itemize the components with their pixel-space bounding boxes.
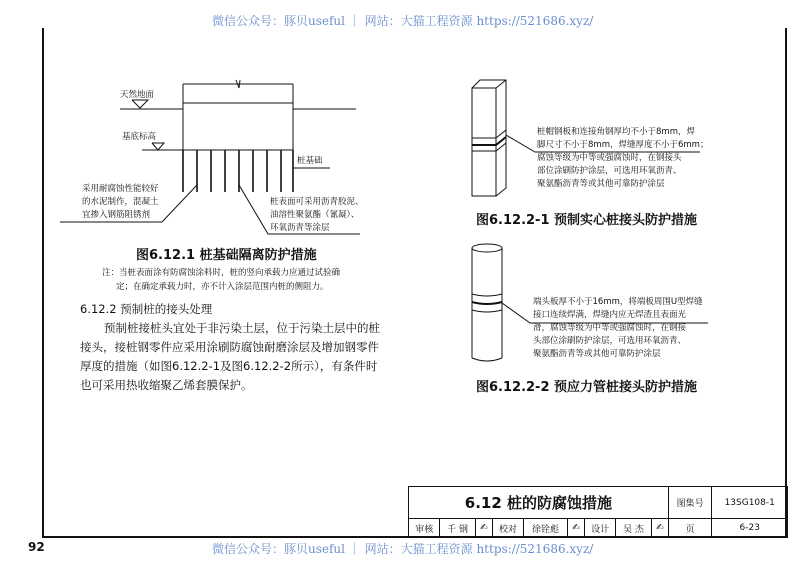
pile-foundation-label: 桩基础 [297, 156, 323, 166]
base-elevation-label: 基底标高 [122, 132, 157, 142]
note-line: 部位涂刷防护涂层，可选用环氧沥青、 [537, 166, 682, 176]
watermark-bottom: 微信公众号：豚贝useful ｜ 网站：大猫工程资源 https://521686.xyz/ [212, 542, 594, 556]
note-line: 的水泥制作，混凝土 [82, 197, 159, 207]
paragraph-line: 也可采用热收缩聚乙烯套膜保护。 [80, 378, 253, 392]
atlas-label: 图集号 [668, 487, 712, 519]
figure-note [102, 266, 340, 294]
note-line: 宜掺入钢筋阻锈剂 [82, 210, 151, 220]
design-label: 设计 [584, 519, 615, 538]
review-label: 审核 [409, 519, 440, 538]
note-line: 桩表面可采用沥青胶泥、 [270, 197, 364, 207]
note-line: 端头板厚不小于16mm，将端板周围U型焊缝 [533, 297, 703, 307]
paragraph-line: 接头，接桩钢零件应采用涂刷防腐蚀耐磨涂层及增加钢零件 [80, 340, 379, 354]
note-line: 定；在确定承载力时，亦不计入涂层范围内桩的侧阻力。 [116, 282, 329, 292]
watermark-top: 微信公众号：豚贝useful ｜ 网站：大猫工程资源 https://521686.xyz/ [212, 14, 594, 28]
page-number: 92 [28, 540, 45, 554]
note-line: 接口连续焊满，焊缝内应无焊渣且表面光 [533, 310, 687, 320]
reviewer: 千 钢 [440, 519, 475, 538]
page-code: 6-23 [712, 519, 788, 538]
note-line: 聚氨酯沥青等或其他可靠防护涂层 [537, 179, 665, 189]
drawing-title: 6.12 桩的防腐蚀措施 [409, 487, 669, 519]
atlas-number: 13SG108-1 [712, 487, 788, 519]
figure-caption: 图6.12.2-2 预应力管桩接头防护措施 [476, 380, 698, 395]
tube-pile-note [533, 296, 703, 361]
note-line: 桩帽钢板和连接角钢厚均不小于8mm，焊 [537, 127, 695, 137]
note-line: 脚尺寸不小于8mm，焊缝厚度不小于6mm； [537, 140, 709, 150]
note-line: 滑，腐蚀等级为中等或强腐蚀时，在钢接 [533, 323, 687, 333]
section-paragraph [80, 319, 400, 395]
note-line: 注：当桩表面涂有防腐蚀涂料时，桩的竖向承载力应通过试验确 [102, 268, 341, 278]
note-line: 油溶性聚氨酯（氰凝）、 [270, 210, 360, 220]
note-line: 环氧沥青等涂层 [270, 223, 330, 233]
check-label: 校对 [492, 519, 523, 538]
reviewer-signature: ✍ [475, 519, 492, 538]
note-line: 采用耐腐蚀性能较好 [82, 184, 159, 194]
figure-caption: 图6.12.2-1 预制实心桩接头防护措施 [476, 213, 698, 228]
checker: 徐铨彪 [524, 519, 568, 538]
left-note [82, 183, 159, 222]
section-heading: 6.12.2 预制桩的接头处理 [80, 302, 213, 316]
right-note [270, 196, 364, 235]
solid-pile-note [537, 126, 708, 191]
figure-caption: 图6.12.1 桩基础隔离防护措施 [136, 248, 317, 263]
ground-level-label: 天然地面 [120, 90, 155, 100]
note-line: 腐蚀等级为中等或强腐蚀时，在钢接头 [537, 153, 682, 163]
checker-signature: ✍ [567, 519, 584, 538]
paragraph-line: 厚度的措施（如图6.12.2-1及图6.12.2-2所示），有条件时 [80, 359, 378, 373]
note-line: 聚氨酯沥青等或其他可靠防护涂层 [533, 349, 661, 359]
page-label: 页 [668, 519, 712, 538]
designer-signature: ✍ [651, 519, 668, 538]
designer: 吴 杰 [616, 519, 651, 538]
title-block [408, 486, 788, 538]
note-line: 头部位涂刷防护涂层，可选用环氧沥青、 [533, 336, 687, 346]
paragraph-line: 预制桩接桩头宜处于非污染土层，位于污染土层中的桩 [104, 321, 380, 335]
